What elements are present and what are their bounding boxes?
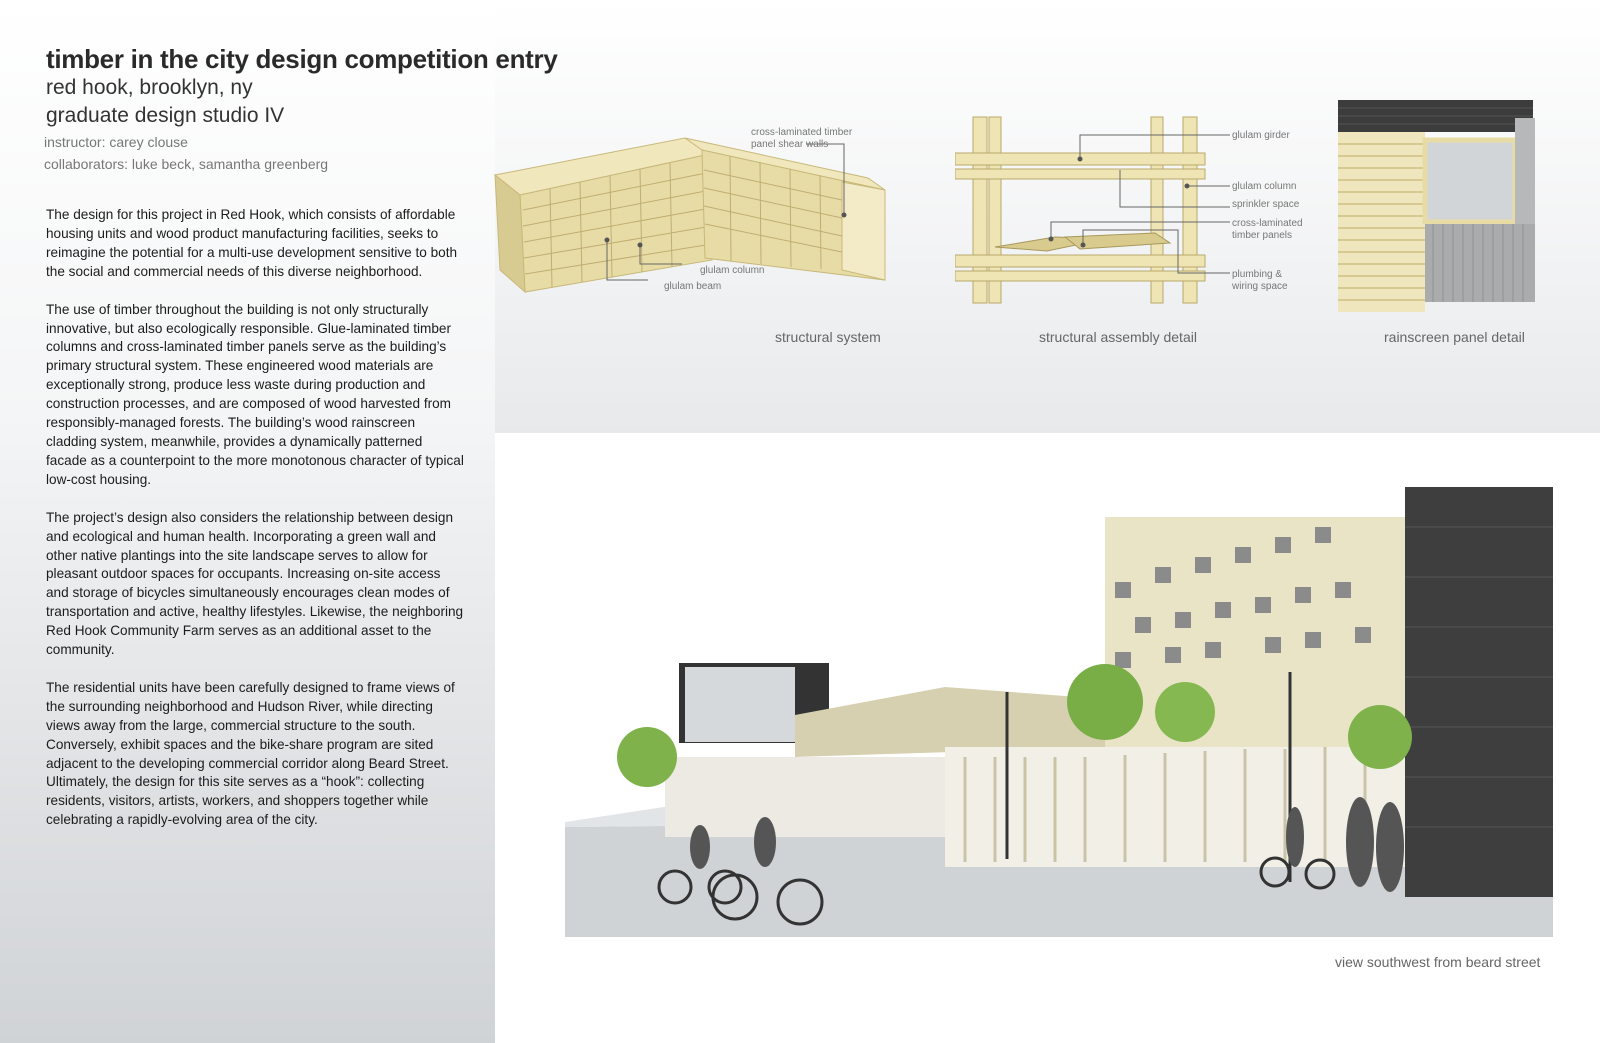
paragraph-health: The project’s design also considers the relationship between design and ecological and human health. Incorporating a green wall and other native plantings into the site landscape serves to allow for pleasant outdoor spaces for occupants. Increasing on-site access and storage of bicycles simultaneously encourages clean modes of transportation and active, healthy lifestyles. Likewise, the neighboring Red Hook Community Farm serves as an additional asset to the community. <box>46 509 464 658</box>
collaborators-credit: collaborators: luke beck, samantha greenberg <box>44 156 329 172</box>
label-clt-shear-walls: cross-laminated timber panel shear walls <box>751 127 853 150</box>
studio-subtitle: graduate design studio IV <box>46 104 285 127</box>
label-clt-panels: cross-laminated timber panels <box>1232 218 1303 241</box>
paragraph-timber: The use of timber throughout the building is not only structurally innovative, but also ecologically responsible. Glue-laminated timber columns and cross-laminated timber panels serve as the building’s primary structural system. These engineered wood materials are exceptionally strong, produce less waste during production and construction processes, and are composed of wood harvested from responsibly-managed forests. The building’s wood rainscreen cladding system, meanwhile, provides a dynamically patterned facade as a counterpoint to the more monotonous character of typical low-cost housing. <box>46 301 464 487</box>
label-plumbing-wiring: plumbing & wiring space <box>1232 269 1288 292</box>
label-glulam-column-system: glulam column <box>700 265 765 276</box>
instructor-credit: instructor: carey clouse <box>44 134 188 150</box>
location-subtitle: red hook, brooklyn, ny <box>46 76 253 99</box>
label-sprinkler-space: sprinkler space <box>1232 199 1300 210</box>
page-title: timber in the city design competition entry <box>46 44 558 74</box>
caption-rainscreen: rainscreen panel detail <box>1384 329 1525 345</box>
paragraph-residential: The residential units have been carefully designed to frame views of the surrounding neighborhood and Hudson River, while directing views away from the large, commercial structure to the south. Conversely, exhibit spaces and the bike-share program are sited adjacent to the developing commercial corridor along Beard Street. Ultimately, the design for this site serves as a “hook”: collecting residents, visitors, artists, workers, and shoppers together while celebrating a rapidly-evolving area of the city. <box>46 679 455 828</box>
caption-structural-assembly: structural assembly detail <box>1039 329 1197 345</box>
paragraph-intro: The design for this project in Red Hook, which consists of affordable housing units and wood product manufacturing facilities, seeks to reimagine the potential for a multi-use development sensitive to both the social and commercial needs of this diverse neighborhood. <box>46 207 458 279</box>
caption-street-view: view southwest from beard street <box>1335 954 1541 970</box>
structural-assembly-diagram <box>955 115 1235 305</box>
caption-structural-system: structural system <box>775 329 881 345</box>
project-description <box>46 206 466 849</box>
label-glulam-girder: glulam girder <box>1232 130 1290 141</box>
label-glulam-beam: glulam beam <box>664 281 722 292</box>
street-view-rendering <box>565 487 1553 954</box>
rainscreen-panel-diagram <box>1338 100 1543 315</box>
label-glulam-column-assembly: glulam column <box>1232 181 1297 192</box>
